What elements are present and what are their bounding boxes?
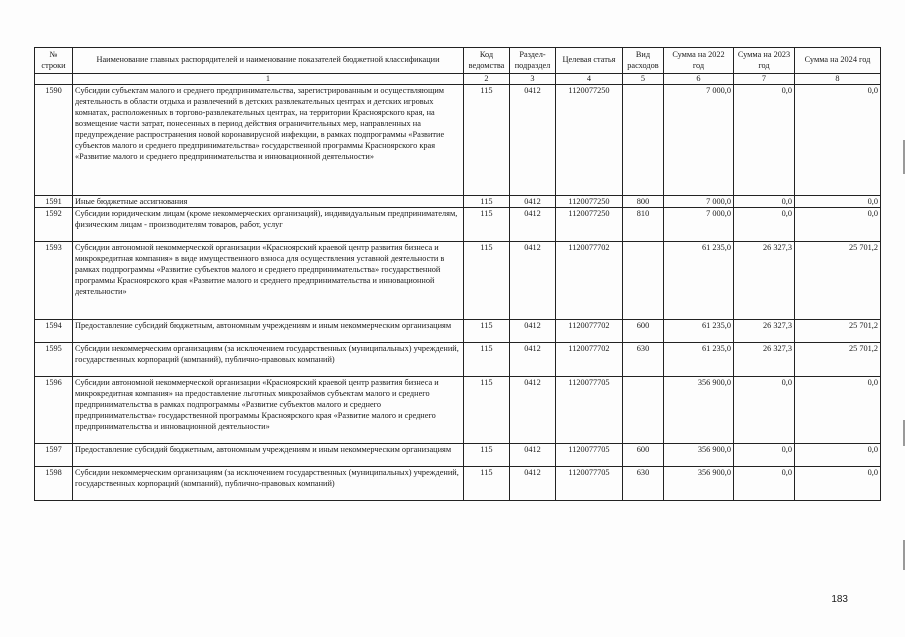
row-sum-2024: 0,0 <box>795 208 881 242</box>
header-number-8: 8 <box>795 74 881 85</box>
header-expense-type: Вид расходов <box>623 48 664 74</box>
row-dept-code: 115 <box>464 343 510 377</box>
row-number: 1596 <box>35 377 73 444</box>
row-section: 0412 <box>510 85 556 196</box>
row-number: 1595 <box>35 343 73 377</box>
row-dept-code: 115 <box>464 320 510 343</box>
row-sum-2023: 0,0 <box>734 467 795 501</box>
row-dept-code: 115 <box>464 196 510 208</box>
row-number: 1593 <box>35 242 73 320</box>
table-body <box>35 85 881 501</box>
row-sum-2022: 356 900,0 <box>664 377 734 444</box>
row-expense-type: 630 <box>623 467 664 501</box>
row-target-item: 1120077705 <box>556 377 623 444</box>
row-dept-code: 115 <box>464 208 510 242</box>
row-expense-type <box>623 377 664 444</box>
row-dept-code: 115 <box>464 85 510 196</box>
header-number-7: 7 <box>734 74 795 85</box>
row-number: 1591 <box>35 196 73 208</box>
row-number: 1592 <box>35 208 73 242</box>
row-expense-type <box>623 85 664 196</box>
header-row-number: № строки <box>35 48 73 74</box>
table-row <box>35 208 881 242</box>
row-dept-code: 115 <box>464 242 510 320</box>
row-name: Субсидии субъектам малого и среднего предпринимательства, зарегистрированным и осуществляющим деятельность в области отдыха и развлечений в детских развлекательных центрах и детских игровых комнатах, расположенных в торгово-развлекательных центрах, на территории Красноярского края, на возмещение части затрат, понесенных в период действия ограничительных мер, направленных на предупреждение распространения новой коронавирусной инфекции, в рамках подпрограммы «Развитие субъектов малого и среднего предпринимательства» государственной программы Красноярского края «Развитие малого и среднего предпринимательства и инновационной деятельности» <box>73 85 464 196</box>
row-sum-2024: 25 701,2 <box>795 343 881 377</box>
table-header <box>35 48 881 85</box>
row-sum-2023: 26 327,3 <box>734 242 795 320</box>
row-sum-2023: 0,0 <box>734 208 795 242</box>
header-sum-2023: Сумма на 2023 год <box>734 48 795 74</box>
row-target-item: 1120077250 <box>556 208 623 242</box>
row-target-item: 1120077250 <box>556 85 623 196</box>
row-name: Предоставление субсидий бюджетным, автономным учреждениям и иным некоммерческим организациям <box>73 444 464 467</box>
row-name: Субсидии некоммерческим организациям (за исключением государственных (муниципальных) учреждений, государственных корпораций (компаний), публично-правовых компаний) <box>73 343 464 377</box>
row-name: Субсидии некоммерческим организациям (за исключением государственных (муниципальных) учреждений, государственных корпораций (компаний), публично-правовых компаний) <box>73 467 464 501</box>
budget-table <box>34 47 881 501</box>
header-number-1: 1 <box>73 74 464 85</box>
table-row <box>35 377 881 444</box>
row-sum-2023: 26 327,3 <box>734 343 795 377</box>
row-sum-2024: 25 701,2 <box>795 320 881 343</box>
row-sum-2022: 356 900,0 <box>664 444 734 467</box>
row-expense-type <box>623 242 664 320</box>
row-target-item: 1120077702 <box>556 320 623 343</box>
header-number-3: 3 <box>510 74 556 85</box>
row-section: 0412 <box>510 242 556 320</box>
table-row <box>35 196 881 208</box>
row-sum-2024: 0,0 <box>795 467 881 501</box>
row-number: 1594 <box>35 320 73 343</box>
row-section: 0412 <box>510 208 556 242</box>
row-sum-2022: 61 235,0 <box>664 343 734 377</box>
row-sum-2024: 25 701,2 <box>795 242 881 320</box>
header-dept-code: Код ведомства <box>464 48 510 74</box>
row-expense-type: 800 <box>623 196 664 208</box>
row-sum-2023: 0,0 <box>734 377 795 444</box>
row-dept-code: 115 <box>464 377 510 444</box>
table-row <box>35 85 881 196</box>
row-sum-2022: 61 235,0 <box>664 320 734 343</box>
page-number: 183 <box>831 594 848 605</box>
row-expense-type: 600 <box>623 444 664 467</box>
row-sum-2022: 7 000,0 <box>664 85 734 196</box>
row-sum-2022: 7 000,0 <box>664 208 734 242</box>
row-number: 1598 <box>35 467 73 501</box>
header-number-2: 2 <box>464 74 510 85</box>
table-row <box>35 343 881 377</box>
row-number: 1597 <box>35 444 73 467</box>
row-sum-2023: 0,0 <box>734 444 795 467</box>
row-section: 0412 <box>510 320 556 343</box>
row-name: Предоставление субсидий бюджетным, автономным учреждениям и иным некоммерческим организациям <box>73 320 464 343</box>
row-sum-2024: 0,0 <box>795 444 881 467</box>
row-name: Субсидии юридическим лицам (кроме некоммерческих организаций), индивидуальным предпринимателям, физическим лицам - производителям товаров, работ, услуг <box>73 208 464 242</box>
row-section: 0412 <box>510 196 556 208</box>
row-target-item: 1120077250 <box>556 196 623 208</box>
row-name: Субсидии автономной некоммерческой организации «Красноярский краевой центр развития бизнеса и микрокредитная компания» на предоставление льготных микрозаймов субъектам малого и среднего предпринимательства в рамках подпрограммы «Развитие субъектов малого и среднего предпринимательства» государственной программы Красноярского края «Развитие малого и среднего предпринимательства и инновационной деятельности» <box>73 377 464 444</box>
row-dept-code: 115 <box>464 444 510 467</box>
header-sum-2022: Сумма на 2022 год <box>664 48 734 74</box>
row-section: 0412 <box>510 343 556 377</box>
row-sum-2023: 0,0 <box>734 196 795 208</box>
header-name: Наименование главных распорядителей и наименование показателей бюджетной классификации <box>73 48 464 74</box>
row-target-item: 1120077705 <box>556 467 623 501</box>
table-row <box>35 242 881 320</box>
row-expense-type: 600 <box>623 320 664 343</box>
row-expense-type: 810 <box>623 208 664 242</box>
row-sum-2024: 0,0 <box>795 377 881 444</box>
row-name: Иные бюджетные ассигнования <box>73 196 464 208</box>
header-number-4: 4 <box>556 74 623 85</box>
row-sum-2022: 61 235,0 <box>664 242 734 320</box>
header-number-6: 6 <box>664 74 734 85</box>
table-row <box>35 320 881 343</box>
row-section: 0412 <box>510 377 556 444</box>
row-sum-2022: 7 000,0 <box>664 196 734 208</box>
row-section: 0412 <box>510 444 556 467</box>
row-sum-2024: 0,0 <box>795 196 881 208</box>
header-sum-2024: Сумма на 2024 год <box>795 48 881 74</box>
row-dept-code: 115 <box>464 467 510 501</box>
row-sum-2023: 26 327,3 <box>734 320 795 343</box>
row-expense-type: 630 <box>623 343 664 377</box>
header-number-5: 5 <box>623 74 664 85</box>
row-target-item: 1120077705 <box>556 444 623 467</box>
table-row <box>35 444 881 467</box>
row-sum-2024: 0,0 <box>795 85 881 196</box>
row-sum-2023: 0,0 <box>734 85 795 196</box>
header-number-0 <box>35 74 73 85</box>
row-target-item: 1120077702 <box>556 343 623 377</box>
table-row <box>35 467 881 501</box>
row-section: 0412 <box>510 467 556 501</box>
row-sum-2022: 356 900,0 <box>664 467 734 501</box>
header-section: Раздел-подраздел <box>510 48 556 74</box>
row-name: Субсидии автономной некоммерческой организации «Красноярский краевой центр развития бизнеса и микрокредитная компания» в виде имущественного взноса для осуществления уставной деятельности в рамках подпрограммы «Развитие субъектов малого и среднего предпринимательства» государственной программы Красноярского края «Развитие малого и среднего предпринимательства и инновационной деятельности» <box>73 242 464 320</box>
row-number: 1590 <box>35 85 73 196</box>
row-target-item: 1120077702 <box>556 242 623 320</box>
header-target-item: Целевая статья <box>556 48 623 74</box>
